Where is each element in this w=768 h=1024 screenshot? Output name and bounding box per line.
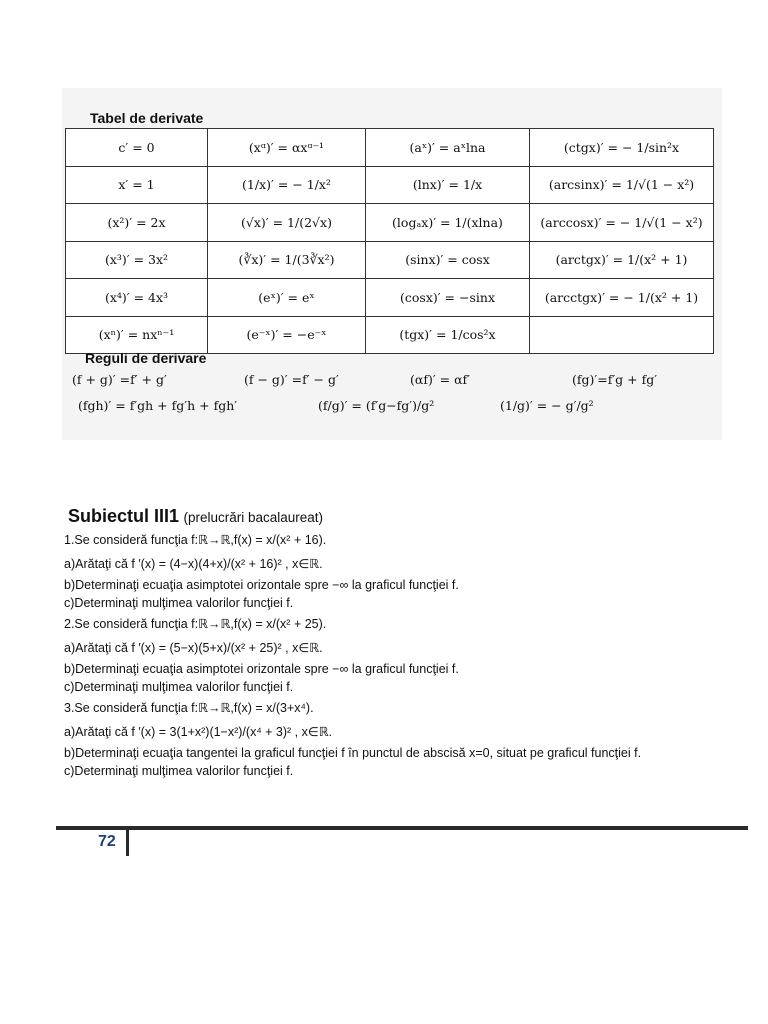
table-cell xyxy=(530,316,714,354)
table-cell: (eˣ)′ = eˣ xyxy=(208,279,366,317)
table-row xyxy=(66,279,714,317)
rule-triple-product: (fgh)′ = f′gh + fg′h + fgh′ xyxy=(78,398,238,413)
table-cell: (x³)′ = 3x² xyxy=(66,241,208,279)
rule-quotient: (f/g)′ = (f′g−fg′)/g² xyxy=(318,398,435,413)
table-cell: (xⁿ)′ = nxⁿ⁻¹ xyxy=(66,316,208,354)
exercise-2-statement: 2.Se consideră funcţia f:ℝ→ℝ,f(x) = x/(x² + 25). xyxy=(64,617,327,631)
table-cell: (1/x)′ = − 1/x² xyxy=(208,166,366,204)
table-cell: c′ = 0 xyxy=(66,129,208,167)
table-row xyxy=(66,204,714,242)
table-cell: (∛x)′ = 1/(3∛x²) xyxy=(208,241,366,279)
rule-scalar: (αf)′ = αf′ xyxy=(410,372,470,387)
table-cell: (arcsinx)′ = 1/√(1 − x²) xyxy=(530,166,714,204)
exercise-1a: a)Arătaţi că f ′(x) = (4−x)(4+x)/(x² + 16)² , x∈ℝ. xyxy=(64,557,323,571)
exercise-3a: a)Arătaţi că f ′(x) = 3(1+x²)(1−x²)/(x⁴ + 3)² , x∈ℝ. xyxy=(64,725,333,739)
table-cell: (cosx)′ = −sinx xyxy=(366,279,530,317)
table-cell: (arcctgx)′ = − 1/(x² + 1) xyxy=(530,279,714,317)
rule-sum: (f + g)′ =f′ + g′ xyxy=(72,372,167,387)
table-cell: (√x)′ = 1/(2√x) xyxy=(208,204,366,242)
exercise-2b: b)Determinaţi ecuaţia asimptotei orizontale spre −∞ la graficul funcţiei f. xyxy=(64,662,459,676)
table-cell: (ctgx)′ = − 1/sin²x xyxy=(530,129,714,167)
table-cell: x′ = 1 xyxy=(66,166,208,204)
footer-tick xyxy=(126,830,129,856)
table-row xyxy=(66,166,714,204)
table-row xyxy=(66,241,714,279)
rule-product: (fg)′=f′g + fg′ xyxy=(572,372,658,387)
exercise-3c: c)Determinaţi mulţimea valorilor funcţiei f. xyxy=(64,764,294,778)
table-cell: (x²)′ = 2x xyxy=(66,204,208,242)
table-cell: (lnx)′ = 1/x xyxy=(366,166,530,204)
exercise-2c: c)Determinaţi mulţimea valorilor funcţiei f. xyxy=(64,680,294,694)
rule-difference: (f − g)′ =f′ − g′ xyxy=(244,372,339,387)
subject-title: Subiectul III1 xyxy=(68,506,180,526)
table-cell: (aˣ)′ = aˣlna xyxy=(366,129,530,167)
table-cell: (arccosx)′ = − 1/√(1 − x²) xyxy=(530,204,714,242)
exercise-1b: b)Determinaţi ecuaţia asimptotei orizontale spre −∞ la graficul funcţiei f. xyxy=(64,578,459,592)
subject-heading xyxy=(68,506,323,527)
exercise-1c: c)Determinaţi mulţimea valorilor funcţiei f. xyxy=(64,596,294,610)
table-cell: (sinx)′ = cosx xyxy=(366,241,530,279)
table-cell: (logₐx)′ = 1/(xlna) xyxy=(366,204,530,242)
derivatives-table xyxy=(65,128,714,354)
table-cell: (x⁴)′ = 4x³ xyxy=(66,279,208,317)
exercise-list xyxy=(64,528,724,780)
footer-divider xyxy=(56,826,748,830)
derivation-rules-title: Reguli de derivare xyxy=(85,350,207,366)
page-number: 72 xyxy=(98,833,116,850)
table-row xyxy=(66,129,714,167)
table-cell: (tgx)′ = 1/cos²x xyxy=(366,316,530,354)
derivatives-table-title: Tabel de derivate xyxy=(90,110,204,126)
rule-reciprocal: (1/g)′ = − g′/g² xyxy=(500,398,594,413)
table-cell: (arctgx)′ = 1/(x² + 1) xyxy=(530,241,714,279)
exercise-1-statement: 1.Se consideră funcţia f:ℝ→ℝ,f(x) = x/(x² + 16). xyxy=(64,533,327,547)
table-row xyxy=(66,316,714,354)
subject-subtitle: (prelucrări bacalaureat) xyxy=(183,510,324,525)
exercise-3-statement: 3.Se consideră funcţia f:ℝ→ℝ,f(x) = x/(3+x⁴). xyxy=(64,701,314,715)
table-cell: (xᵅ)′ = αxᵅ⁻¹ xyxy=(208,129,366,167)
table-cell: (e⁻ˣ)′ = −e⁻ˣ xyxy=(208,316,366,354)
exercise-3b: b)Determinaţi ecuaţia tangentei la graficul funcţiei f în punctul de abscisă x=0, situat pe graficul funcţiei f. xyxy=(64,746,642,760)
exercise-2a: a)Arătaţi că f ′(x) = (5−x)(5+x)/(x² + 25)² , x∈ℝ. xyxy=(64,641,323,655)
